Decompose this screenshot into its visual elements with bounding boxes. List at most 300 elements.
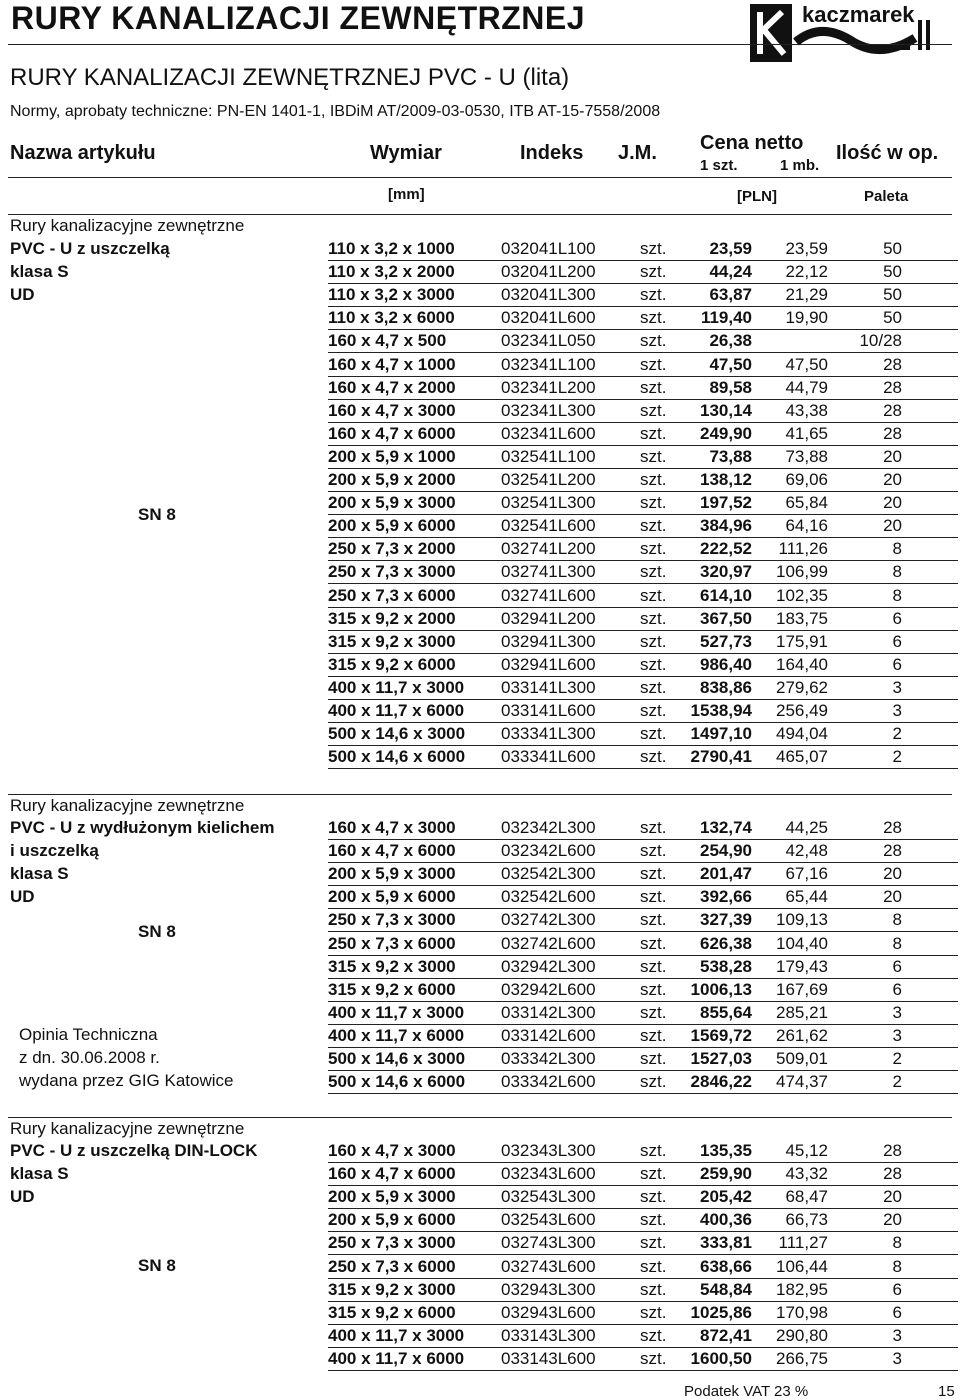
- cell-price-per-meter: 67,16: [785, 864, 828, 884]
- cell-unit: szt.: [640, 470, 667, 489]
- table-row: [328, 423, 958, 446]
- cell-price-per-meter: 175,91: [776, 631, 828, 651]
- cell-index: 033143L300: [501, 1325, 596, 1345]
- cell-price-per-piece: 254,90: [700, 841, 752, 861]
- cell-unit: szt.: [640, 701, 667, 720]
- cell-dimension: 400 x 11,7 x 3000: [328, 1002, 465, 1022]
- table-row: [328, 377, 958, 400]
- cell-price-per-meter: 106,99: [776, 562, 828, 582]
- cell-price-per-piece: 201,47: [700, 864, 752, 884]
- col-price-unit: 1 szt.: [700, 157, 738, 174]
- cell-index: 033342L600: [501, 1072, 596, 1092]
- cell-unit: szt.: [640, 1325, 667, 1345]
- cell-qty-per-pallet: 28: [883, 818, 902, 837]
- opinion-note: Opinia Techniczna: [19, 1025, 158, 1044]
- row-divider: [328, 1370, 958, 1371]
- cell-price-per-piece: 1527,03: [690, 1049, 752, 1068]
- table-row: [328, 817, 958, 840]
- table-row: [328, 956, 958, 979]
- cell-dimension: 200 x 5,9 x 6000: [328, 1210, 456, 1230]
- stiffness-class: SN 8: [138, 922, 176, 941]
- cell-price-per-meter: 44,25: [785, 818, 828, 837]
- cell-price-per-meter: 279,62: [776, 677, 828, 697]
- cell-price-per-piece: 2846,22: [690, 1072, 752, 1092]
- cell-unit: szt.: [640, 654, 667, 674]
- page-number: 15: [938, 1383, 955, 1400]
- cell-price-per-piece: 73,88: [709, 446, 752, 466]
- col-index-header: Indeks: [520, 142, 584, 164]
- cell-price-per-meter: 44,79: [785, 377, 828, 397]
- cell-unit: szt.: [640, 933, 667, 953]
- table-row: [328, 1279, 958, 1302]
- cell-index: 032743L300: [501, 1233, 596, 1253]
- table-row: [328, 515, 958, 538]
- cell-price-per-piece: 222,52: [700, 539, 752, 559]
- cell-index: 033341L300: [501, 724, 596, 744]
- cell-unit: szt.: [640, 1348, 667, 1368]
- cell-qty-per-pallet: 6: [892, 654, 902, 674]
- cell-qty-per-pallet: 20: [883, 470, 902, 489]
- cell-index: 032041L100: [501, 239, 596, 258]
- stiffness-class: SN 8: [138, 1256, 176, 1275]
- table-row: [328, 354, 958, 377]
- cell-price-per-piece: 138,12: [700, 470, 752, 489]
- header-rule: [8, 177, 952, 178]
- cell-index: 032541L600: [501, 516, 596, 536]
- cell-dimension: 200 x 5,9 x 6000: [328, 887, 456, 907]
- cell-price-per-meter: 21,29: [785, 285, 828, 305]
- cell-price-per-meter: 41,65: [785, 423, 828, 443]
- cell-unit: szt.: [640, 724, 667, 744]
- cell-price-per-meter: 111,27: [778, 1233, 828, 1253]
- cell-dimension: 200 x 5,9 x 3000: [328, 864, 456, 884]
- cell-unit: szt.: [640, 354, 667, 374]
- cell-price-per-meter: 164,40: [776, 654, 828, 674]
- cell-unit: szt.: [640, 400, 667, 420]
- cell-dimension: 500 x 14,6 x 3000: [328, 724, 466, 744]
- cell-qty-per-pallet: 3: [892, 1002, 902, 1022]
- cell-price-per-piece: 320,97: [700, 562, 752, 582]
- table-row: [328, 1140, 958, 1163]
- cell-qty-per-pallet: 20: [883, 887, 902, 907]
- cell-dimension: 110 x 3,2 x 2000: [328, 262, 455, 282]
- cell-qty-per-pallet: 20: [883, 516, 902, 536]
- cell-dimension: 160 x 4,7 x 2000: [328, 377, 456, 397]
- stiffness-class: SN 8: [138, 505, 176, 524]
- cell-qty-per-pallet: 2: [892, 1049, 902, 1068]
- table-row: [328, 1048, 958, 1071]
- table-row: [328, 631, 958, 654]
- cell-dimension: 500 x 14,6 x 6000: [328, 747, 466, 767]
- section-rule: [8, 794, 952, 795]
- cell-dimension: 160 x 4,7 x 1000: [328, 354, 456, 374]
- cell-index: 032541L200: [501, 470, 596, 489]
- col-pallet: Paleta: [864, 188, 909, 205]
- cell-dimension: 110 x 3,2 x 3000: [328, 285, 455, 305]
- cell-price-per-piece: 23,59: [709, 239, 752, 258]
- cell-unit: szt.: [640, 1210, 667, 1230]
- cell-unit: szt.: [640, 262, 667, 282]
- cell-price-per-piece: 135,35: [700, 1141, 752, 1160]
- cell-dimension: 400 x 11,7 x 6000: [328, 701, 465, 720]
- cell-qty-per-pallet: 20: [883, 864, 902, 884]
- cell-price-per-piece: 872,41: [700, 1325, 752, 1345]
- cell-qty-per-pallet: 20: [883, 446, 902, 466]
- cell-dimension: 400 x 11,7 x 6000: [328, 1348, 465, 1368]
- cell-price-per-piece: 855,64: [700, 1002, 752, 1022]
- section-description-line: PVC - U z wydłużonym kielichem: [10, 818, 275, 837]
- cell-unit: szt.: [640, 1141, 667, 1160]
- table-row: [328, 400, 958, 423]
- cell-price-per-piece: 130,14: [700, 400, 752, 420]
- cell-index: 033142L600: [501, 1025, 596, 1045]
- cell-price-per-meter: 256,49: [776, 701, 828, 720]
- cell-unit: szt.: [640, 1025, 667, 1045]
- table-row: [328, 746, 958, 769]
- cell-price-per-piece: 1025,86: [690, 1302, 752, 1322]
- cell-dimension: 315 x 9,2 x 3000: [328, 631, 456, 651]
- cell-qty-per-pallet: 50: [883, 239, 902, 258]
- section-rule: [8, 1117, 952, 1118]
- cell-unit: szt.: [640, 747, 667, 767]
- cell-price-per-meter: 261,62: [776, 1025, 828, 1045]
- cell-price-per-piece: 63,87: [709, 285, 752, 305]
- cell-index: 032343L300: [501, 1141, 596, 1160]
- cell-dimension: 160 x 4,7 x 6000: [328, 423, 456, 443]
- cell-qty-per-pallet: 3: [892, 1025, 902, 1045]
- cell-price-per-meter: 509,01: [776, 1049, 828, 1068]
- cell-unit: szt.: [640, 1256, 667, 1276]
- cell-price-per-meter: 285,21: [776, 1002, 828, 1022]
- cell-price-per-meter: 183,75: [776, 608, 828, 628]
- cell-unit: szt.: [640, 979, 667, 999]
- cell-dimension: 160 x 4,7 x 3000: [328, 1141, 456, 1160]
- cell-price-per-meter: 102,35: [776, 585, 828, 605]
- table-row: [328, 492, 958, 515]
- cell-qty-per-pallet: 8: [892, 585, 902, 605]
- cell-qty-per-pallet: 50: [883, 285, 902, 305]
- cell-price-per-meter: 104,40: [776, 933, 828, 953]
- cell-index: 032941L600: [501, 654, 596, 674]
- cell-qty-per-pallet: 10/28: [859, 331, 902, 351]
- cell-dimension: 200 x 5,9 x 2000: [328, 470, 456, 489]
- col-name-header: Nazwa artykułu: [10, 142, 156, 164]
- cell-unit: szt.: [640, 585, 667, 605]
- cell-price-per-piece: 1600,50: [690, 1348, 752, 1368]
- table-row: [328, 1348, 958, 1371]
- norms-text: Normy, aprobaty techniczne: PN-EN 1401-1, IBDiM AT/2009-03-0530, ITB AT-15-7558/2008: [10, 103, 661, 120]
- cell-price-per-meter: 290,80: [776, 1325, 828, 1345]
- cell-price-per-piece: 205,42: [700, 1187, 752, 1207]
- cell-price-per-meter: 494,04: [776, 724, 828, 744]
- cell-qty-per-pallet: 28: [883, 354, 902, 374]
- table-row: [328, 863, 958, 886]
- cell-price-per-meter: 109,13: [776, 910, 828, 930]
- cell-unit: szt.: [640, 331, 667, 351]
- page-subtitle: RURY KANALIZACJI ZEWNĘTRZNEJ PVC - U (lita): [10, 64, 570, 91]
- cell-price-per-piece: 392,66: [700, 887, 752, 907]
- cell-index: 032041L600: [501, 308, 596, 328]
- table-row: [328, 561, 958, 584]
- section-description-line: UD: [10, 1187, 35, 1207]
- col-dim-header: Wymiar: [370, 142, 442, 164]
- document-title: RURY KANALIZACJI ZEWNĘTRZNEJ: [11, 0, 586, 36]
- cell-price-per-meter: 167,69: [776, 979, 828, 999]
- table-row: [328, 238, 958, 261]
- cell-unit: szt.: [640, 1049, 667, 1068]
- cell-index: 032743L600: [501, 1256, 596, 1276]
- table-row: [328, 700, 958, 723]
- cell-unit: szt.: [640, 493, 667, 513]
- cell-dimension: 110 x 3,2 x 1000: [328, 239, 455, 258]
- cell-dimension: 160 x 4,7 x 3000: [328, 818, 456, 837]
- cell-index: 032543L300: [501, 1187, 596, 1207]
- cell-price-per-piece: 2790,41: [690, 747, 752, 767]
- cell-unit: szt.: [640, 423, 667, 443]
- cell-qty-per-pallet: 8: [892, 933, 902, 953]
- cell-unit: szt.: [640, 285, 667, 305]
- cell-index: 032543L600: [501, 1210, 596, 1230]
- col-jm-header: J.M.: [618, 142, 657, 164]
- cell-qty-per-pallet: 6: [892, 979, 902, 999]
- cell-price-per-piece: 47,50: [709, 354, 752, 374]
- cell-dimension: 160 x 4,7 x 3000: [328, 400, 456, 420]
- cell-price-per-piece: 132,74: [700, 818, 752, 837]
- cell-dimension: 400 x 11,7 x 6000: [328, 1025, 465, 1045]
- table-row: [328, 1325, 958, 1348]
- table-row: [328, 1071, 958, 1094]
- cell-price-per-meter: 179,43: [776, 956, 828, 976]
- cell-price-per-meter: 69,06: [785, 470, 828, 489]
- cell-unit: szt.: [640, 631, 667, 651]
- cell-dimension: 160 x 4,7 x 6000: [328, 1164, 456, 1184]
- cell-qty-per-pallet: 8: [892, 539, 902, 559]
- table-row: [328, 446, 958, 469]
- row-divider: [328, 1093, 958, 1094]
- cell-price-per-piece: 626,38: [700, 933, 752, 953]
- cell-price-per-meter: 23,59: [785, 239, 828, 258]
- cell-qty-per-pallet: 3: [892, 677, 902, 697]
- cell-price-per-meter: 106,44: [776, 1256, 828, 1276]
- cell-unit: szt.: [640, 887, 667, 907]
- table-row: [328, 307, 958, 330]
- cell-index: 032941L200: [501, 608, 596, 628]
- cell-index: 032342L600: [501, 841, 596, 861]
- cell-index: 032542L600: [501, 887, 596, 907]
- cell-qty-per-pallet: 3: [892, 1325, 902, 1345]
- table-row: [328, 1209, 958, 1232]
- cell-index: 032942L600: [501, 979, 596, 999]
- cell-unit: szt.: [640, 1233, 667, 1253]
- cell-unit: szt.: [640, 1072, 667, 1092]
- section-description-line: PVC - U z uszczelką: [10, 239, 170, 258]
- cell-qty-per-pallet: 6: [892, 1302, 902, 1322]
- table-row: [328, 840, 958, 863]
- cell-price-per-meter: 47,50: [785, 354, 828, 374]
- cell-price-per-meter: 68,47: [785, 1187, 828, 1207]
- section-description-line: klasa S: [10, 864, 69, 884]
- cell-unit: szt.: [640, 539, 667, 559]
- cell-dimension: 500 x 14,6 x 6000: [328, 1072, 466, 1092]
- cell-dimension: 160 x 4,7 x 500: [328, 331, 447, 351]
- cell-unit: szt.: [640, 956, 667, 976]
- cell-qty-per-pallet: 8: [892, 1233, 902, 1253]
- table-row: [328, 1002, 958, 1025]
- table-row: [328, 1186, 958, 1209]
- cell-price-per-piece: 1497,10: [690, 724, 752, 744]
- cell-index: 032943L600: [501, 1302, 596, 1322]
- cell-dimension: 160 x 4,7 x 6000: [328, 841, 456, 861]
- cell-price-per-piece: 527,73: [700, 631, 752, 651]
- cell-price-per-meter: 182,95: [776, 1279, 828, 1299]
- cell-price-per-meter: 43,38: [785, 400, 828, 420]
- cell-index: 032541L100: [501, 446, 596, 466]
- cell-index: 032041L300: [501, 285, 596, 305]
- table-row: [328, 284, 958, 307]
- cell-price-per-meter: 170,98: [776, 1302, 828, 1322]
- cell-index: 032041L200: [501, 262, 596, 282]
- col-qty-header: Ilość w op.: [836, 142, 939, 164]
- cell-dimension: 110 x 3,2 x 6000: [328, 308, 455, 328]
- vat-note: Podatek VAT 23 %: [684, 1383, 809, 1400]
- cell-price-per-meter: 474,37: [776, 1072, 828, 1092]
- table-row: [328, 909, 958, 932]
- table-row: [328, 979, 958, 1002]
- cell-unit: szt.: [640, 910, 667, 930]
- cell-price-per-meter: 465,07: [776, 747, 828, 767]
- cell-qty-per-pallet: 2: [892, 747, 902, 767]
- cell-qty-per-pallet: 28: [883, 841, 902, 861]
- cell-unit: szt.: [640, 1302, 667, 1322]
- cell-price-per-meter: 42,48: [785, 841, 828, 861]
- cell-index: 033141L600: [501, 701, 596, 720]
- cell-qty-per-pallet: 28: [883, 400, 902, 420]
- section-description-line: klasa S: [10, 1164, 69, 1184]
- cell-index: 032542L300: [501, 864, 596, 884]
- title-rule: [8, 44, 952, 45]
- cell-dimension: 250 x 7,3 x 6000: [328, 585, 456, 605]
- cell-price-per-meter: 45,12: [785, 1141, 828, 1160]
- cell-unit: szt.: [640, 1279, 667, 1299]
- cell-qty-per-pallet: 6: [892, 1279, 902, 1299]
- cell-dimension: 500 x 14,6 x 3000: [328, 1049, 466, 1068]
- opinion-note: wydana przez GIG Katowice: [19, 1071, 234, 1091]
- cell-index: 032341L050: [501, 331, 596, 351]
- cell-unit: szt.: [640, 446, 667, 466]
- cell-price-per-piece: 333,81: [700, 1233, 752, 1253]
- table-row: [328, 654, 958, 677]
- cell-dimension: 250 x 7,3 x 2000: [328, 539, 456, 559]
- cell-unit: szt.: [640, 308, 667, 328]
- cell-qty-per-pallet: 28: [883, 423, 902, 443]
- section-heading: Rury kanalizacyjne zewnętrzne: [10, 796, 245, 815]
- cell-unit: szt.: [640, 864, 667, 884]
- table-row: [328, 469, 958, 492]
- cell-price-per-piece: 986,40: [700, 654, 752, 674]
- col-price-m: 1 mb.: [780, 157, 820, 174]
- cell-qty-per-pallet: 28: [883, 1164, 902, 1184]
- cell-unit: szt.: [640, 516, 667, 536]
- cell-price-per-piece: 249,90: [700, 423, 752, 443]
- cell-price-per-meter: 66,73: [785, 1210, 828, 1230]
- cell-index: 032941L300: [501, 631, 596, 651]
- cell-price-per-piece: 44,24: [709, 262, 752, 282]
- cell-qty-per-pallet: 50: [883, 262, 902, 282]
- cell-index: 032943L300: [501, 1279, 596, 1299]
- cell-qty-per-pallet: 20: [883, 1187, 902, 1207]
- table-row: [328, 1163, 958, 1186]
- cell-price-per-piece: 538,28: [700, 956, 752, 976]
- cell-index: 032341L600: [501, 423, 596, 443]
- cell-dimension: 250 x 7,3 x 3000: [328, 910, 456, 930]
- cell-price-per-meter: 43,32: [785, 1164, 828, 1184]
- cell-dimension: 315 x 9,2 x 6000: [328, 654, 456, 674]
- cell-dimension: 315 x 9,2 x 3000: [328, 1279, 456, 1299]
- cell-qty-per-pallet: 28: [883, 1141, 902, 1160]
- col-currency: [PLN]: [737, 188, 777, 205]
- table-row: [328, 585, 958, 608]
- cell-unit: szt.: [640, 608, 667, 628]
- cell-price-per-piece: 548,84: [700, 1279, 752, 1299]
- cell-dimension: 315 x 9,2 x 6000: [328, 979, 456, 999]
- cell-price-per-piece: 26,38: [709, 331, 752, 351]
- cell-price-per-meter: 266,75: [776, 1348, 828, 1368]
- cell-index: 033341L600: [501, 747, 596, 767]
- cell-qty-per-pallet: 2: [892, 1072, 902, 1092]
- table-row: [328, 1302, 958, 1325]
- cell-index: 033141L300: [501, 677, 596, 697]
- table-row: [328, 330, 958, 353]
- table-row: [328, 677, 958, 700]
- table-row: [328, 886, 958, 909]
- cell-qty-per-pallet: 20: [883, 1210, 902, 1230]
- cell-dimension: 315 x 9,2 x 2000: [328, 608, 456, 628]
- cell-unit: szt.: [640, 562, 667, 582]
- cell-dimension: 250 x 7,3 x 6000: [328, 1256, 456, 1276]
- cell-price-per-meter: 73,88: [785, 446, 828, 466]
- cell-dimension: 250 x 7,3 x 6000: [328, 933, 456, 953]
- section-description-line: klasa S: [10, 262, 69, 282]
- cell-index: 032341L100: [501, 354, 596, 374]
- cell-dimension: 315 x 9,2 x 3000: [328, 956, 456, 976]
- cell-unit: szt.: [640, 677, 667, 697]
- cell-qty-per-pallet: 50: [883, 308, 902, 328]
- cell-index: 032341L200: [501, 377, 596, 397]
- cell-price-per-piece: 614,10: [700, 585, 752, 605]
- cell-unit: szt.: [640, 1187, 667, 1207]
- cell-price-per-piece: 384,96: [700, 516, 752, 536]
- cell-index: 032342L300: [501, 818, 596, 837]
- cell-price-per-piece: 1006,13: [690, 979, 752, 999]
- cell-index: 032942L300: [501, 956, 596, 976]
- cell-qty-per-pallet: 28: [883, 377, 902, 397]
- table-row: [328, 1232, 958, 1255]
- cell-dimension: 200 x 5,9 x 6000: [328, 516, 456, 536]
- cell-index: 032541L300: [501, 493, 596, 513]
- cell-index: 032742L300: [501, 910, 596, 930]
- cell-price-per-piece: 400,36: [700, 1210, 752, 1230]
- section-description-line: UD: [10, 887, 35, 907]
- cell-dimension: 315 x 9,2 x 6000: [328, 1302, 456, 1322]
- cell-price-per-meter: 65,84: [785, 493, 828, 513]
- cell-dimension: 400 x 11,7 x 3000: [328, 1325, 465, 1345]
- cell-index: 032741L200: [501, 539, 596, 559]
- cell-qty-per-pallet: 6: [892, 631, 902, 651]
- section-heading: Rury kanalizacyjne zewnętrzne: [10, 216, 245, 235]
- svg-text:kaczmarek: kaczmarek: [802, 2, 915, 27]
- cell-dimension: 400 x 11,7 x 3000: [328, 677, 465, 697]
- cell-qty-per-pallet: 6: [892, 956, 902, 976]
